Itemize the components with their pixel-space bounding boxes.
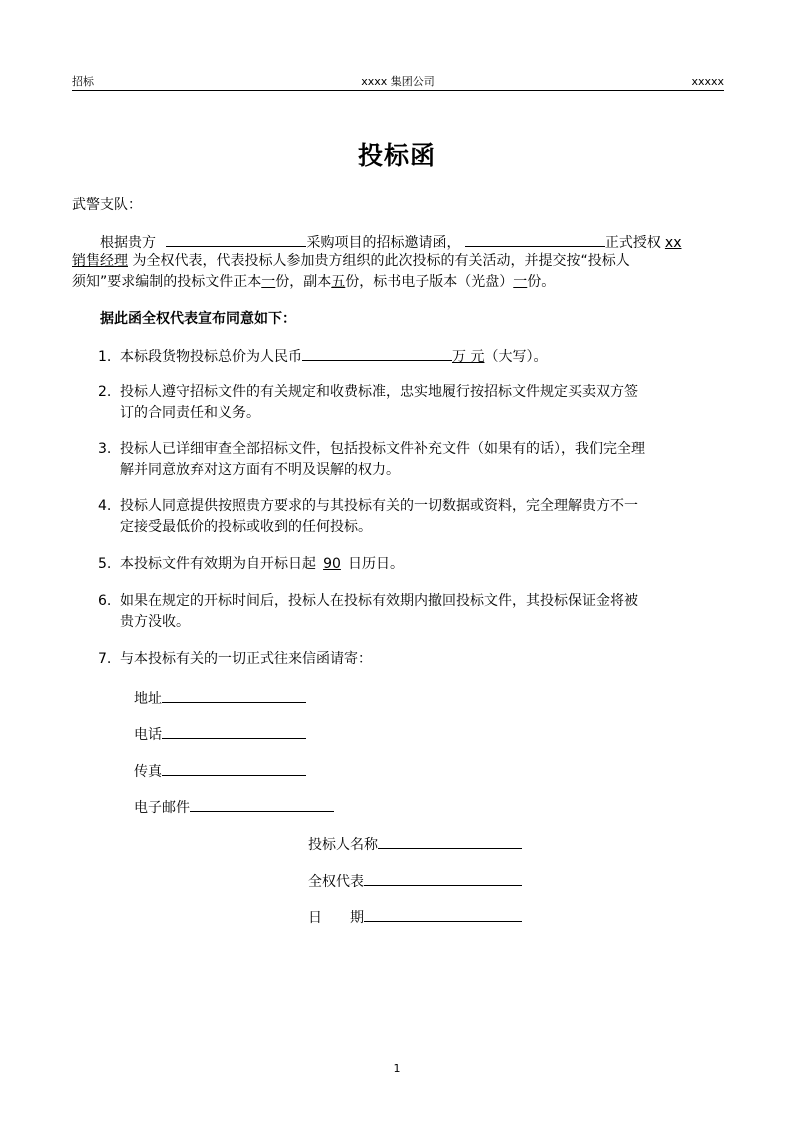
list-item-continuation: 解并同意放弃对这方面有不明及误解的权力。 bbox=[120, 462, 400, 478]
list-item bbox=[98, 592, 638, 610]
declaration-heading: 据此函全权代表宣布同意如下： bbox=[100, 311, 296, 327]
list-text: 投标人已详细审查全部招标文件，包括投标文件补充文件（如果有的话），我们完全理 bbox=[120, 441, 645, 457]
copy-count: 五 bbox=[331, 274, 346, 290]
list-number: 4. bbox=[98, 498, 112, 514]
representative-label: 全权代表 bbox=[308, 874, 364, 890]
intro-text: 根据贵方 bbox=[100, 235, 156, 251]
page-header bbox=[72, 76, 724, 91]
header-right: xxxxx bbox=[691, 75, 724, 88]
page-number: 1 bbox=[393, 1062, 401, 1075]
intro-text: 采购项目的招标邀请函， bbox=[306, 235, 461, 251]
intro-line-3 bbox=[72, 273, 555, 291]
email-field bbox=[134, 797, 334, 817]
bidder-name-label: 投标人名称 bbox=[308, 837, 378, 853]
list-text: 日历日。 bbox=[348, 556, 404, 572]
list-number: 2. bbox=[98, 384, 112, 400]
list-number: 7. bbox=[98, 651, 112, 667]
list-item bbox=[98, 383, 638, 401]
list-item-continuation: 订的合同责任和义务。 bbox=[120, 405, 260, 421]
blank-phone bbox=[162, 724, 306, 739]
phone-field bbox=[134, 724, 306, 744]
list-text: 本投标文件有效期为自开标日起 bbox=[120, 556, 316, 572]
representative-field bbox=[308, 871, 522, 891]
fax-field bbox=[134, 761, 306, 781]
list-item-continuation: 定接受最低价的投标或收到的任何投标。 bbox=[120, 519, 372, 535]
authorized-title: 销售经理 bbox=[72, 253, 128, 269]
list-number: 1. bbox=[98, 349, 112, 365]
intro-text: 份。 bbox=[527, 274, 556, 290]
intro-text: 份，标书电子版本（光盘） bbox=[345, 274, 514, 290]
disc-count: 一 bbox=[513, 274, 528, 290]
email-label: 电子邮件 bbox=[134, 800, 190, 816]
blank-address bbox=[162, 688, 306, 703]
blank-email bbox=[190, 797, 334, 812]
list-item bbox=[98, 346, 547, 366]
header-left: 招标 bbox=[72, 75, 94, 88]
intro-text: 为全权代表，代表投标人参加贵方组织的此次投标的有关活动，并提交按“投标人 bbox=[132, 253, 630, 269]
list-text: 如果在规定的开标时间后，投标人在投标有效期内撤回投标文件，其投标保证金将被 bbox=[120, 593, 638, 609]
list-number: 3. bbox=[98, 441, 112, 457]
authorized-person: xx bbox=[664, 235, 682, 251]
list-number: 5. bbox=[98, 556, 112, 572]
intro-text: 须知”要求编制的投标文件正本 bbox=[72, 274, 262, 290]
blank-bidder bbox=[465, 232, 605, 247]
document-title: 投标函 bbox=[357, 141, 436, 170]
original-count: 一 bbox=[261, 274, 276, 290]
list-item-continuation: 贵方没收。 bbox=[120, 614, 190, 630]
list-text: 与本投标有关的一切正式往来信函请寄： bbox=[120, 651, 372, 667]
phone-label: 电话 bbox=[134, 727, 162, 743]
address-label: 地址 bbox=[134, 691, 162, 707]
list-text: 投标人同意提供按照贵方要求的与其投标有关的一切数据或资料，完全理解贵方不一 bbox=[120, 498, 638, 514]
price-unit: 万 元 bbox=[452, 349, 485, 365]
blank-buyer bbox=[166, 232, 306, 247]
list-item bbox=[98, 650, 372, 668]
list-number: 6. bbox=[98, 593, 112, 609]
header-center: xxxx 集团公司 bbox=[361, 75, 435, 88]
blank-fax bbox=[162, 761, 306, 776]
intro-text: 份，副本 bbox=[275, 274, 332, 290]
fax-label: 传真 bbox=[134, 764, 162, 780]
blank-bidder-name bbox=[378, 834, 522, 849]
bidder-name-field bbox=[308, 834, 522, 854]
blank-price bbox=[302, 346, 452, 361]
intro-line-1 bbox=[100, 232, 681, 252]
list-text: （大写）。 bbox=[484, 349, 548, 365]
intro-line-2 bbox=[72, 252, 630, 270]
intro-text: 正式授权 bbox=[604, 235, 661, 251]
date-field bbox=[308, 907, 522, 927]
list-text: 本标段货物投标总价为人民币 bbox=[120, 349, 302, 365]
list-item bbox=[98, 555, 404, 573]
validity-days: 90 bbox=[323, 556, 341, 572]
salutation: 武警支队： bbox=[72, 197, 142, 213]
blank-representative bbox=[364, 871, 522, 886]
list-item bbox=[98, 440, 645, 458]
date-label: 日 期 bbox=[308, 910, 364, 926]
list-item bbox=[98, 497, 638, 515]
blank-date bbox=[364, 907, 522, 922]
list-text: 投标人遵守招标文件的有关规定和收费标准，忠实地履行按招标文件规定买卖双方签 bbox=[120, 384, 638, 400]
address-field bbox=[134, 688, 306, 708]
